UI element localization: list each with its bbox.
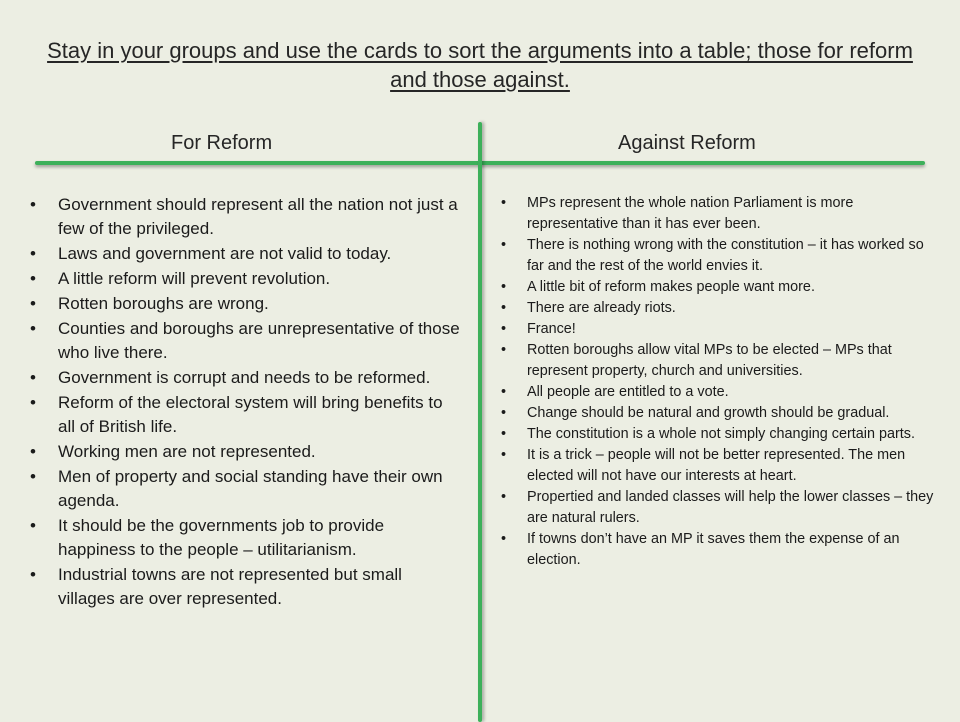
list-item: • Change should be natural and growth should be gradual. <box>500 403 940 424</box>
list-item: • Rotten boroughs allow vital MPs to be elected – MPs that represent property, church and universities. <box>500 340 940 382</box>
against-reform-heading: Against Reform <box>618 132 756 154</box>
list-item: • There are already riots. <box>500 298 940 319</box>
list-item: • Government should represent all the nation not just a few of the privileged. <box>30 193 460 241</box>
for-reform-heading: For Reform <box>171 132 273 154</box>
list-item: • Men of property and social standing have their own agenda. <box>30 465 460 513</box>
list-item: • Government is corrupt and needs to be reformed. <box>30 366 460 390</box>
list-item: • Counties and boroughs are unrepresentative of those who live there. <box>30 317 460 365</box>
for-reform-list <box>30 193 460 612</box>
list-item: • Propertied and landed classes will help the lower classes – they are natural rulers. <box>500 487 940 529</box>
list-item: • It should be the governments job to provide happiness to the people – utilitarianism. <box>30 514 460 562</box>
list-item: • France! <box>500 319 940 340</box>
list-item: • Laws and government are not valid to today. <box>30 242 460 266</box>
list-item: • Industrial towns are not represented but small villages are over represented. <box>30 563 460 611</box>
list-item: • All people are entitled to a vote. <box>500 382 940 403</box>
list-item: • MPs represent the whole nation Parliament is more representative than it has ever been. <box>500 193 940 235</box>
against-reform-list <box>500 193 940 571</box>
list-item: • Reform of the electoral system will bring benefits to all of British life. <box>30 391 460 439</box>
table-vertical-divider <box>478 122 482 722</box>
list-item: • If towns don’t have an MP it saves them the expense of an election. <box>500 529 940 571</box>
slide-title: Stay in your groups and use the cards to sort the arguments into a table; those for reform and those against. <box>47 38 913 92</box>
list-item: • Working men are not represented. <box>30 440 460 464</box>
list-item: • Rotten boroughs are wrong. <box>30 292 460 316</box>
list-item: • It is a trick – people will not be better represented. The men elected will not have our interests at heart. <box>500 445 940 487</box>
list-item: • There is nothing wrong with the constitution – it has worked so far and the rest of the world envies it. <box>500 235 940 277</box>
list-item: • A little bit of reform makes people want more. <box>500 277 940 298</box>
list-item: • A little reform will prevent revolution. <box>30 267 460 291</box>
list-item: • The constitution is a whole not simply changing certain parts. <box>500 424 940 445</box>
